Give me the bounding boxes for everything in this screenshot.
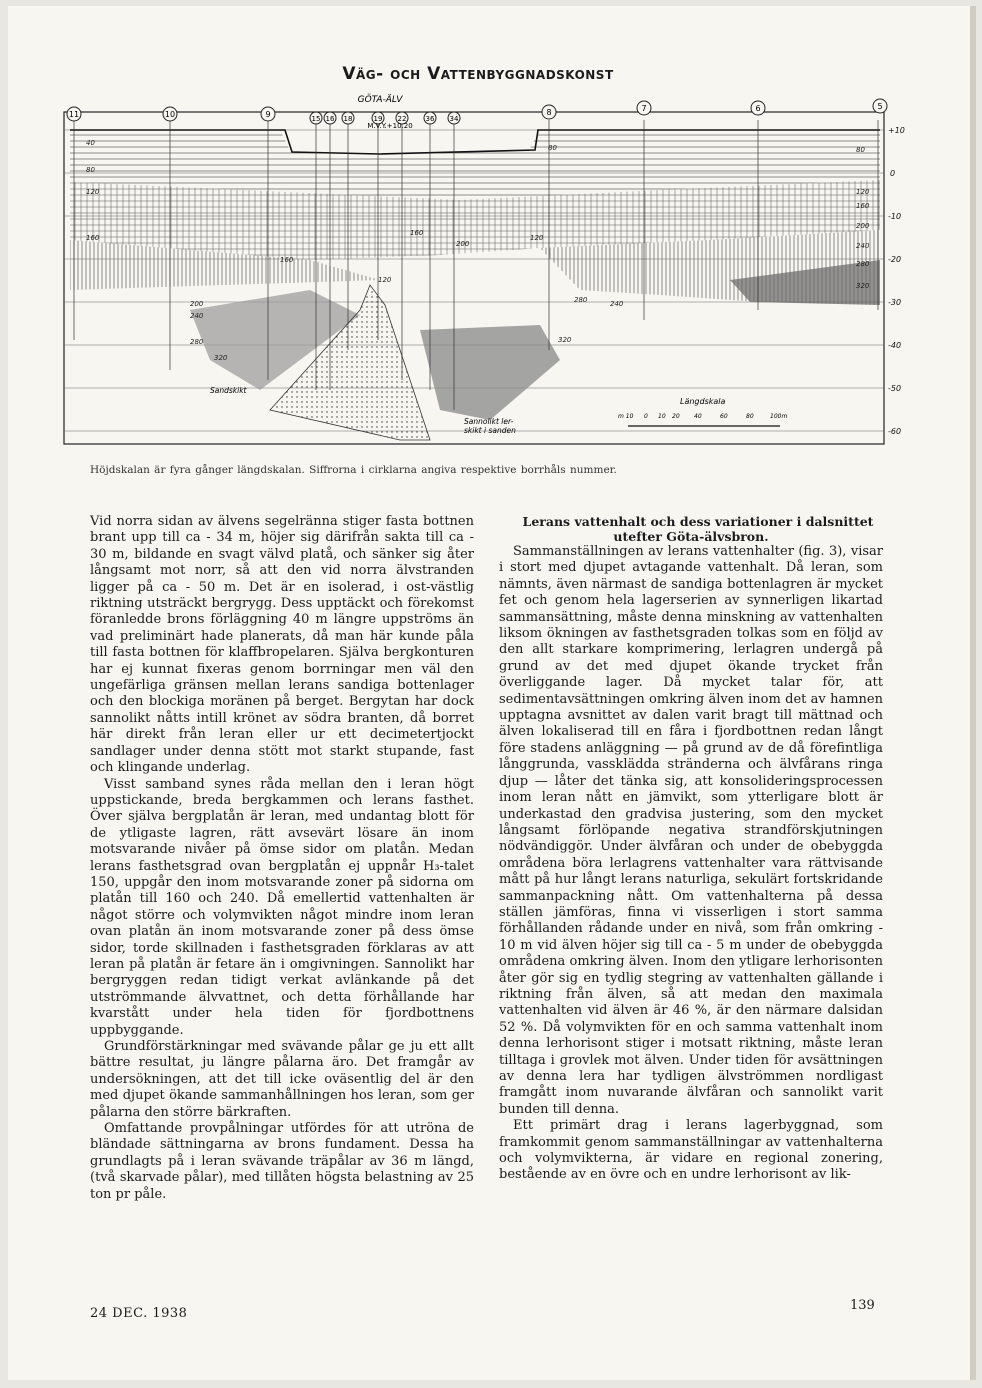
paragraph: Grundförstärkningar med svävande pålar ge ju ett allt bättre resultat, ju längre pålarna äro. Det framgår av undersökningen, att det till icke oväsentlig del är den med djupet ökande sammanhållningen hos leran, som ger pålarna den större bärkraften. [90, 1039, 474, 1120]
svg-text:0: 0 [644, 413, 648, 420]
svg-text:40: 40 [86, 139, 95, 147]
svg-text:280: 280 [574, 296, 588, 304]
borehole-10-icon [163, 107, 177, 121]
paragraph: Sammanställningen av lerans vattenhalter (fig. 3), visar i stort med djupet avtagande vattenhalt. Då leran, som nämnts, även närmast de sandiga bottenlagren är mycket fet och genom hela lagerserien av synnerligen likartad sammansättning, måste denna minskning av vattenhalten liksom ökningen av fasthetsgraden tolkas som en följd av den allt starkare komprimering, lerlagren undergå på grund av det med djupet ökande trycket från överliggande lager. Då mycket talar för, att sedimentavsättningen omkring älven inom det av hamnen upptagna avsnittet av dalen varit bragt till mättnad och älven lokaliserad till en fåra i fjordbottnen redan långt före stadens anläggning — på grund av de då förefintliga långgrunda, vassklädda stränderna och älvfårans ringa djup — låter det tänka sig, att konsolideringsprocessen inom leran nått en jämvikt, som ytterligare blott är underkastad den gradvisa justering, som den mycket långsamt förlöpande negativa strandförskjutningen nödvändiggör. Under älvfåran och under de obebyggda områdena böra lerlagrens vattenhalter vara rättvisande mått på hur långt lerans naturliga, sekulärt fortskridande sammanpackning nått. Om vattenhalterna på dessa ställen jämföras, finna vi visserligen i stort samma förhållanden rådande under en nivå, som från omkring - 10 m vid älven höjer sig till ca - 5 m under de obebyggda områdena omkring älven. Inom den ytligare lerhorisonten åter gör sig en tydlig stegring av vattenhalten gällande i riktning från älven, så att medan den maximala vattenhalten vid älven är 46 %, är den närmare dalsidan 52 %. Då volymvikten för en och samma vattenhalt inom denna lerhorisont stiger i motsatt riktning, måste leran tilltaga i grovlek mot älven. Under tiden för avsättningen av denna lera har tydligen älvströmmen nordligast framgått inom nuvarande älvfåran och sannolikt varit bunden till denna. [499, 544, 883, 1117]
svg-text:200: 200 [456, 240, 470, 248]
water-level-label: M.V.Y.+10.20 [367, 122, 413, 130]
svg-text:100m: 100m [770, 413, 788, 420]
svg-text:240: 240 [856, 242, 870, 250]
svg-text:22: 22 [397, 115, 407, 123]
svg-text:-20: -20 [888, 255, 902, 264]
svg-text:10: 10 [164, 110, 176, 119]
borehole-15-icon [310, 112, 322, 124]
paragraph: Vid norra sidan av älvens segelränna stiger fasta bottnen brant upp till ca - 34 m, höjer sig därifrån sakta till ca - 30 m, bildande en svagt välvd platå, och sänker sig åter långsamt mot norr, så att den vid norra älvstranden ligger på ca - 50 m. Det är en isolerad, i ost-västlig riktning utsträckt bergrygg. Dess upptäckt och förekomst föranledde brons förläggning 40 m längre uppströms än vad preliminärt hade planerats, då man här kunde påla till fasta bottnen för klaffbropelaren. Själva bergkonturen har ej kunnat fixeras genom borrningar men väl den ungefärliga gränsen mellan lerans sandiga bottenlager och den blockiga moränen på berget. Bergytan har dock sannolikt nåtts intill krönet av södra branten, då borret här direkt från leran eller ur ett decimetertjockt sandlager under denna stött mot starkt stupande, fast och klingande underlag. [90, 514, 474, 776]
svg-text:-30: -30 [888, 298, 902, 307]
svg-text:m 10: m 10 [618, 413, 634, 420]
svg-text:320: 320 [214, 354, 228, 362]
svg-text:16: 16 [325, 115, 335, 123]
svg-text:19: 19 [373, 115, 383, 123]
svg-text:-50: -50 [888, 384, 902, 393]
svg-text:34: 34 [449, 115, 459, 123]
svg-text:15: 15 [311, 115, 321, 123]
river-label: GÖTA-ÄLV [357, 95, 403, 105]
svg-text:120: 120 [856, 188, 870, 196]
svg-text:36: 36 [425, 115, 435, 123]
section-title: Lerans vattenhalt och dess variationer i dalsnittet utefter Göta-älvsbron. [522, 514, 874, 544]
probable-clay-label-2: skikt i sanden [464, 426, 516, 435]
issue-date: 24 DEC. 1938 [90, 1306, 188, 1321]
svg-text:280: 280 [190, 338, 204, 346]
paragraph: Omfattande provpålningar utfördes för att utröna de bländade sättningarna av brons fundament. Dessa ha grundlagts på i leran svävande träpålar av 36 m längd, (två skarvade pålar), med tillåten högsta belastning av 25 ton pr påle. [90, 1121, 474, 1202]
svg-text:160: 160 [410, 229, 424, 237]
sand-layer-label: Sandskikt [210, 386, 247, 395]
svg-text:80: 80 [548, 144, 557, 152]
borehole-5-icon [873, 99, 887, 113]
right-column [499, 514, 883, 1184]
svg-text:320: 320 [558, 336, 572, 344]
svg-text:80: 80 [856, 146, 865, 154]
svg-text:20: 20 [672, 413, 680, 420]
svg-text:40: 40 [694, 413, 702, 420]
svg-text:0: 0 [890, 169, 896, 178]
svg-text:60: 60 [720, 413, 728, 420]
svg-text:18: 18 [343, 115, 353, 123]
geological-profile-figure [60, 90, 920, 460]
length-scale-label: Längdskala [680, 397, 726, 406]
svg-text:5: 5 [877, 102, 883, 111]
borehole-8-icon [542, 105, 556, 119]
borehole-9-icon [261, 107, 275, 121]
svg-text:-60: -60 [888, 427, 902, 436]
svg-text:280: 280 [856, 260, 870, 268]
svg-text:120: 120 [378, 276, 392, 284]
svg-text:120: 120 [86, 188, 100, 196]
svg-text:160: 160 [280, 256, 294, 264]
svg-text:+10: +10 [888, 126, 905, 135]
borehole-11-icon [67, 107, 81, 121]
svg-text:320: 320 [856, 282, 870, 290]
svg-text:10: 10 [658, 413, 666, 420]
dense-clay-center [420, 325, 560, 420]
page-number: 139 [850, 1298, 875, 1313]
running-header: Väg- och Vattenbyggnadskonst [342, 64, 614, 84]
svg-text:80: 80 [746, 413, 754, 420]
svg-text:6: 6 [755, 104, 761, 113]
svg-text:7: 7 [641, 104, 647, 113]
page [8, 6, 976, 1380]
svg-text:200: 200 [856, 222, 870, 230]
svg-text:120: 120 [530, 234, 544, 242]
paragraph: Visst samband synes råda mellan den i leran högt uppstickande, breda bergkammen och lerans fasthet. Över själva bergplatån är leran, med undantag blott för de ytligaste lagren, rätt avsevärt lösare än inom motsvarande nivåer på ömse sidor om platån. Medan lerans fasthetsgrad ovan bergplatån ej uppnår H₃-talet 150, uppgår den inom motsvarande zoner på sidorna om platån till 160 och 240. Då emellertid vattenhalten är något större och volymvikten något mindre inom leran ovan platån än inom motsvarande zoner på dess ömse sidor, torde skillnaden i fasthetsgraden förklaras av att leran på platån är fetare än i omgivningen. Sannolikt har bergryggen redan tidigt verkat avlänkande på det utströmmande älvvattnet, och detta förhållande har kvarstått under hela tiden för fjordbottnens uppbyggande. [90, 776, 474, 1038]
svg-text:9: 9 [265, 110, 271, 119]
svg-text:240: 240 [190, 312, 204, 320]
borehole-18-icon [342, 112, 354, 124]
borehole-16-icon [324, 112, 336, 124]
svg-text:-10: -10 [888, 212, 902, 221]
svg-text:11: 11 [68, 110, 80, 119]
svg-text:80: 80 [86, 166, 95, 174]
borehole-36-icon [424, 112, 436, 124]
svg-text:200: 200 [190, 300, 204, 308]
svg-text:160: 160 [86, 234, 100, 242]
svg-text:160: 160 [856, 202, 870, 210]
paragraph: Ett primärt drag i lerans lagerbyggnad, som framkommit genom sammanställningar av vattenhalterna och volymvikterna, är vidare en regional zonering, bestående av en övre och en undre lerhorisont av lik- [499, 1118, 883, 1183]
svg-text:-40: -40 [888, 341, 902, 350]
borehole-34-icon [448, 112, 460, 124]
probable-clay-label-1: Sannolikt ler- [464, 417, 514, 426]
svg-text:240: 240 [610, 300, 624, 308]
figure-caption: Höjdskalan är fyra gånger längdskalan. Siffrorna i cirklarna angiva respektive borrhåls nummer. [90, 464, 617, 476]
svg-text:8: 8 [546, 108, 552, 117]
elevation-scale [888, 126, 905, 436]
length-scale [618, 397, 787, 426]
borehole-6-icon [751, 101, 765, 115]
borehole-7-icon [637, 101, 651, 115]
left-column [90, 514, 474, 1203]
